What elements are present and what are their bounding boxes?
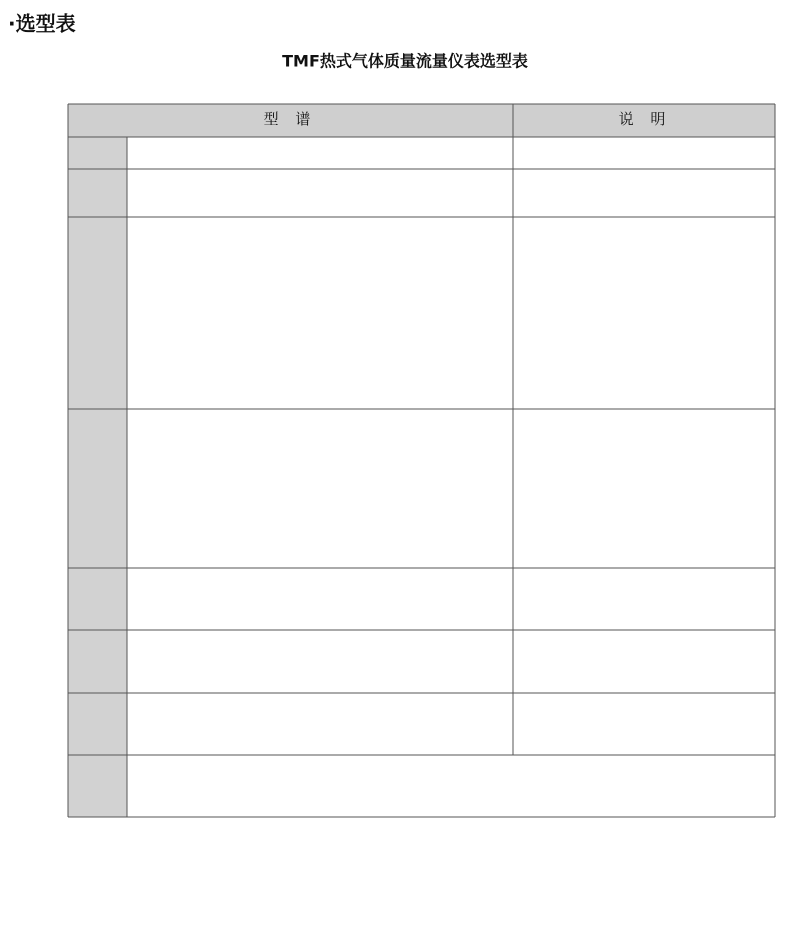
table-title: TMF热式气体质量流量仪表选型表: [282, 51, 528, 71]
cell-fills: [68, 104, 775, 817]
grid-lines: [68, 104, 775, 817]
header-model: 型 谱: [263, 110, 317, 128]
category-column-fill: [68, 137, 127, 817]
header-desc: 说 明: [618, 110, 672, 128]
section-heading: ·选型表: [8, 11, 76, 36]
